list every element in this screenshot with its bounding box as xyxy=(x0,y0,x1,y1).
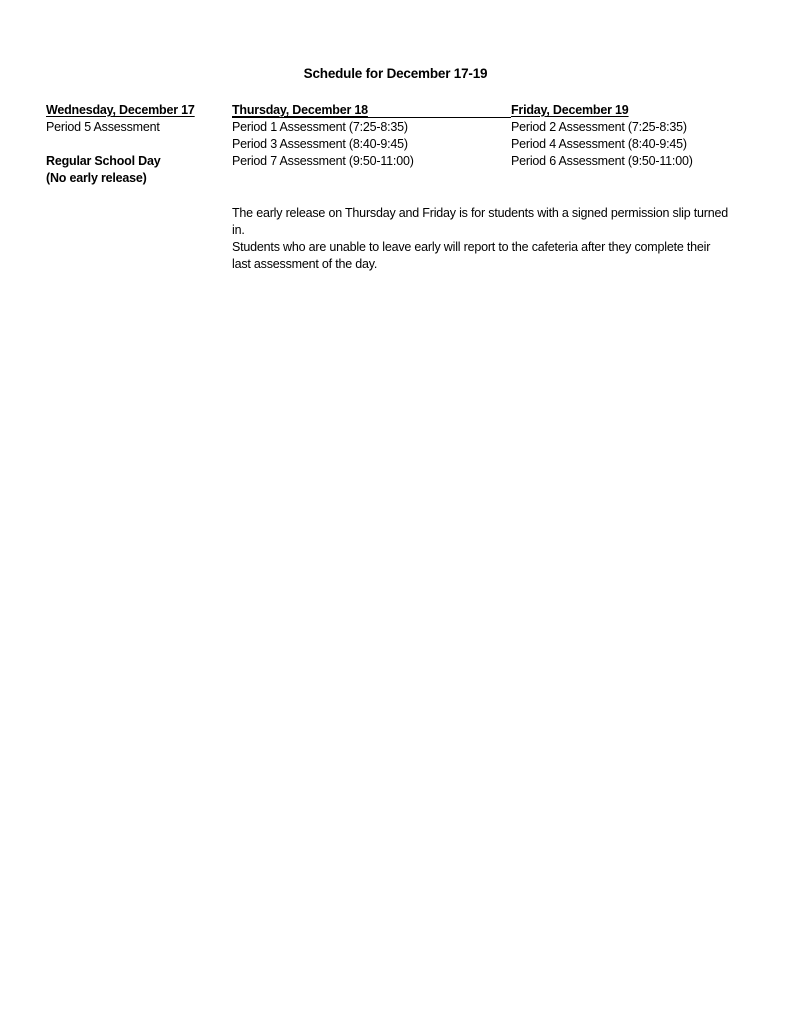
friday-item-3: Period 6 Assessment (9:50-11:00) xyxy=(511,154,693,168)
wednesday-regular-day-note: Regular School Day xyxy=(46,154,161,168)
thursday-column xyxy=(232,102,511,170)
thursday-heading: Thursday, December 18 xyxy=(232,103,368,117)
friday-heading: Friday, December 19 xyxy=(511,103,629,117)
friday-item-2: Period 4 Assessment (8:40-9:45) xyxy=(511,137,687,151)
wednesday-column xyxy=(46,102,232,187)
wednesday-item-1: Period 5 Assessment xyxy=(46,120,160,134)
early-release-notes xyxy=(232,205,732,273)
thursday-item-2: Period 3 Assessment (8:40-9:45) xyxy=(232,137,408,151)
page-title: Schedule for December 17-19 xyxy=(303,66,488,81)
spacer xyxy=(46,136,232,153)
thursday-item-3: Period 7 Assessment (9:50-11:00) xyxy=(232,154,414,168)
wednesday-heading: Wednesday, December 17 xyxy=(46,103,195,117)
thursday-item-1: Period 1 Assessment (7:25-8:35) xyxy=(232,120,408,134)
early-release-note-paragraph: The early release on Thursday and Friday is for students with a signed permission slip turned in. xyxy=(232,206,729,237)
friday-item-1: Period 2 Assessment (7:25-8:35) xyxy=(511,120,687,134)
cafeteria-note-paragraph: Students who are unable to leave early will report to the cafeteria after they complete their last assessment of the day. xyxy=(232,240,711,271)
friday-column xyxy=(511,102,751,170)
wednesday-no-early-release-note: (No early release) xyxy=(46,171,147,185)
